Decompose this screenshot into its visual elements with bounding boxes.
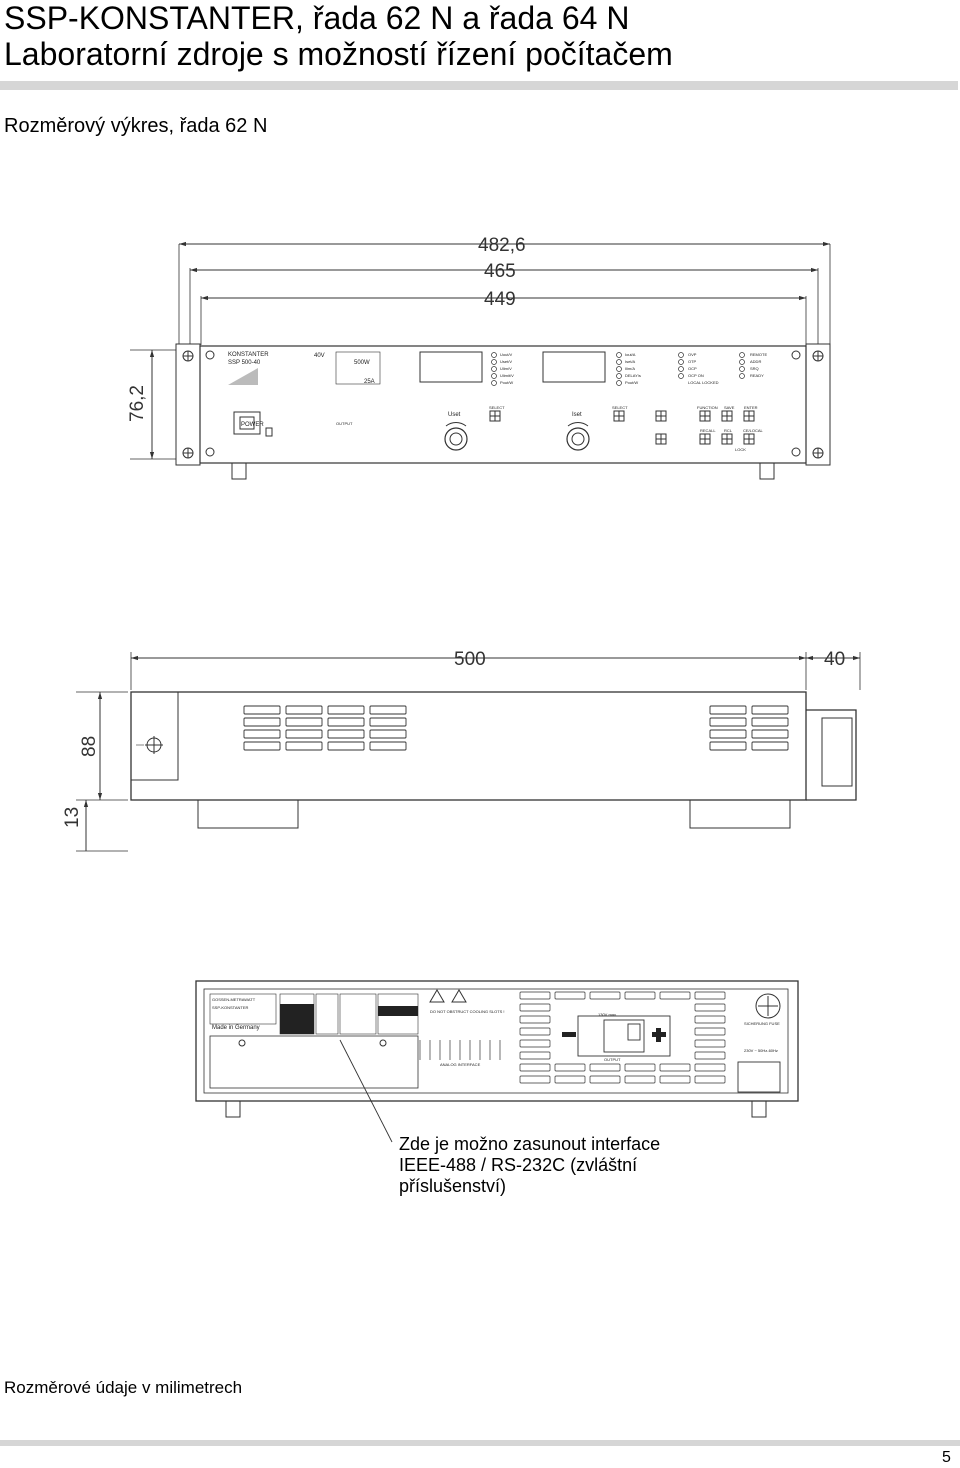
indicator-left-2: Ulim/V xyxy=(500,366,512,371)
callout-line-1: Zde je možno zasunout interface xyxy=(399,1134,661,1154)
footer-divider xyxy=(0,1440,960,1446)
indicator-remote-1: ADDR xyxy=(750,359,762,364)
title-line-2: Laboratorní zdroje s možností řízení počítačem xyxy=(4,36,673,72)
panel-uset-label: Uset xyxy=(448,412,461,418)
rear-output-label: OUTPUT xyxy=(604,1057,621,1062)
panel-rating-a: 25A xyxy=(364,379,375,385)
panel-model: SSP 500-40 xyxy=(228,360,261,366)
dim-13: 13 xyxy=(62,806,83,828)
indicator-status-1: OTP xyxy=(688,359,697,364)
indicator-left-4: Pout/W xyxy=(500,380,514,385)
rear-analog-interface: ANALOG INTERFACE xyxy=(440,1062,481,1067)
panel-iset-label: Iset xyxy=(572,412,582,418)
indicator-remote-2: SRQ xyxy=(750,366,759,371)
panel-power-label: POWER xyxy=(241,422,264,428)
rear-product: SSP-KONSTANTER xyxy=(212,1005,249,1010)
panel-rating-v: 40V xyxy=(314,353,325,359)
indicator-left-0: Uout/V xyxy=(500,352,513,357)
section-subtitle: Rozměrový výkres, řada 62 N xyxy=(4,115,268,137)
indicator-status-4: LOCAL LOCKED xyxy=(688,380,719,385)
rear-max-voltage: 130V max. xyxy=(598,1012,618,1017)
rear-view xyxy=(196,981,798,1142)
panel-recall-label: RECALL xyxy=(700,428,716,433)
title-line-1: SSP-KONSTANTER, řada 62 N a řada 64 N xyxy=(4,0,630,36)
indicator-mid-2: Ilim/A xyxy=(625,366,635,371)
dim-76-2: 76,2 xyxy=(127,385,148,422)
indicator-mid-1: Iset/A xyxy=(625,359,636,364)
indicator-left-3: Ulimit/V xyxy=(500,373,514,378)
panel-local-label: CE/LOCAL xyxy=(743,428,763,433)
indicator-mid-4: Pout/W xyxy=(625,380,639,385)
panel-select-1: SELECT xyxy=(489,405,505,410)
panel-save-label: SAVE xyxy=(724,405,735,410)
panel-function-label: FUNCTION xyxy=(697,405,718,410)
indicator-left-1: Uset/V xyxy=(500,359,513,364)
dim-88: 88 xyxy=(79,735,100,757)
dim-500: 500 xyxy=(454,649,486,670)
rear-mains: 230V ~ 50Hz-60Hz xyxy=(744,1048,778,1053)
indicator-remote-3: READY xyxy=(750,373,764,378)
dim-449: 449 xyxy=(484,289,516,310)
panel-output-label: OUTPUT xyxy=(336,421,353,426)
indicator-mid-3: DELAY/s xyxy=(625,373,641,378)
indicator-status-3: OCP ON xyxy=(688,373,704,378)
callout-line-2: IEEE-488 / RS-232C (zvláštní xyxy=(399,1155,638,1175)
rear-made-in: Made in Germany xyxy=(212,1025,260,1031)
indicator-status-0: OVP xyxy=(688,352,697,357)
panel-lock-label: LOCK xyxy=(735,447,746,452)
panel-brand: KONSTANTER xyxy=(228,352,269,358)
dim-482-6: 482,6 xyxy=(478,235,526,256)
callout-line-3: příslušenství) xyxy=(399,1176,507,1196)
indicator-mid-0: Iout/A xyxy=(625,352,636,357)
panel-enter-label: ENTER xyxy=(744,405,758,410)
panel-rating-w: 500W xyxy=(354,360,370,366)
indicator-remote-0: REMOTE xyxy=(750,352,768,357)
rear-manufacturer: GOSSEN-METRAWATT xyxy=(212,997,256,1002)
units-note: Rozměrové údaje v milimetrech xyxy=(4,1378,243,1397)
rear-fuse-label: SICHERUNG FUSE xyxy=(744,1021,780,1026)
dim-465: 465 xyxy=(484,261,516,282)
panel-rcl-label: RCL xyxy=(724,428,733,433)
page-number: 5 xyxy=(942,1449,951,1466)
panel-select-2: SELECT xyxy=(612,405,628,410)
dim-40: 40 xyxy=(824,649,846,670)
rear-cooling-note: DO NOT OBSTRUCT COOLING SLOTS ! xyxy=(430,1009,505,1014)
indicator-status-2: OCP xyxy=(688,366,697,371)
interface-callout xyxy=(399,1134,660,1197)
side-view xyxy=(76,652,860,851)
